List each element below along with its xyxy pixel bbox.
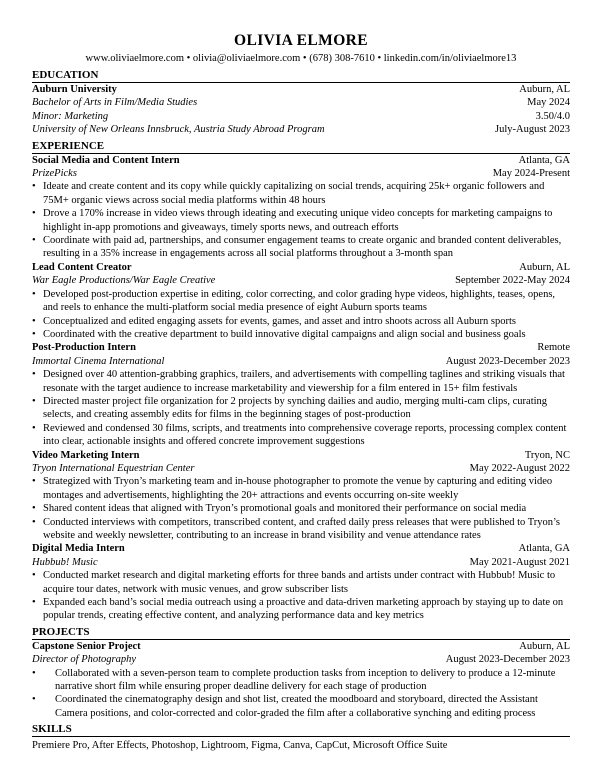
project-bullets [32, 667, 570, 721]
job-location: Auburn, AL [519, 261, 570, 273]
bullet-item: • Conducted market research and digital marketing efforts for three bands and artists under contract with Hubbub! Music to acquire tour dates, network with music venues, and grow subscriber lists [32, 569, 570, 596]
minor: Minor: Marketing [32, 110, 109, 122]
job-title-row [32, 261, 570, 274]
job-bullets [32, 569, 570, 623]
job-title: Digital Media Intern [32, 543, 125, 555]
education-abroad-row [32, 123, 570, 136]
candidate-name: OLIVIA ELMORE [234, 32, 368, 49]
project-location: Auburn, AL [519, 640, 570, 652]
bullet-item: • Developed post-production expertise in editing, color correcting, and color grading hype videos, highlights, teases, opens, and reels to enhance the multi-platform social media presence of eight Auburn sports teams [32, 288, 570, 315]
job-title: Lead Content Creator [32, 261, 132, 273]
job-dates: August 2023-December 2023 [445, 355, 570, 367]
bullet-item: • Shared content ideas that aligned with Tryon’s promotional goals and monitored their performance on social media [32, 502, 570, 515]
job-title-row [32, 341, 570, 354]
job-company: Immortal Cinema International [32, 355, 165, 367]
bullet-item: • Designed over 40 attention-grabbing graphics, trailers, and advertisements with compelling taglines and striking visuals that resonate with the target audience to increase marketability and viewership for a film entered in 15+ film festivals [32, 368, 570, 395]
bullet-item: • Collaborated with a seven-person team to complete production tasks from inception to delivery to produce a 12-minute narrative short film while ensuring proper deadline delivery for each stage of production [32, 667, 570, 694]
degree-date: May 2024 [527, 97, 570, 109]
education-degree-row [32, 96, 570, 109]
job-dates: May 2022-August 2022 [469, 462, 570, 474]
project-title: Capstone Senior Project [32, 640, 141, 652]
school-name: Auburn University [32, 84, 117, 95]
gpa: 3.50/4.0 [535, 110, 570, 122]
contact-line: www.oliviaelmore.com • olivia@oliviaelmore.com • (678) 308-7610 • linkedin.com/in/oliviaelmore13 [85, 53, 517, 64]
job-bullets [32, 288, 570, 342]
study-abroad-date: July-August 2023 [495, 124, 570, 136]
job-dates: May 2021-August 2021 [469, 556, 570, 568]
job-company-row [32, 274, 570, 287]
job-title: Video Marketing Intern [32, 449, 140, 461]
job-company: War Eagle Productions/War Eagle Creative [32, 275, 216, 287]
job-title-row [32, 154, 570, 167]
degree: Bachelor of Arts in Film/Media Studies [32, 97, 198, 109]
skills-heading: SKILLS [32, 720, 570, 737]
job-company: Hubbub! Music [32, 556, 98, 568]
bullet-item: • Expanded each band’s social media outreach using a proactive and data-driven marketing approach by staying up to date on popular trends, creating effective content, and analyzing performance data and key metrics [32, 596, 570, 623]
job-location: Tryon, NC [524, 449, 570, 461]
experience-heading: EXPERIENCE [32, 137, 570, 154]
education-heading: EDUCATION [32, 66, 570, 83]
bullet-item: • Drove a 170% increase in video views through ideating and executing unique video concepts for marketing campaigns to highlight in-app promotions and giveaways, timely sports news, and outreach efforts [32, 207, 570, 234]
project-role-row [32, 653, 570, 666]
job-title-row [32, 449, 570, 462]
education-minor-row [32, 110, 570, 123]
job-company: PrizePicks [32, 168, 77, 180]
project-role: Director of Photography [32, 654, 137, 666]
job-dates: September 2022-May 2024 [455, 275, 570, 287]
project-title-row [32, 640, 570, 653]
bullet-item: • Reviewed and condensed 30 films, scripts, and treatments into comprehensive coverage reports, processing complex content into clear, actionable insights and offered concrete improvement suggestions [32, 422, 570, 449]
resume-page [32, 32, 570, 753]
job-dates: May 2024-Present [492, 168, 570, 180]
job-location: Atlanta, GA [518, 154, 570, 166]
bullet-item: • Conducted interviews with competitors, transcribed content, and crafted daily press releases that were published to Tryon’s website and weekly newsletter, contributing to an increase in brand visibility and venue attendance rates [32, 516, 570, 543]
job-title-row [32, 542, 570, 555]
job-company-row [32, 556, 570, 569]
project-dates: August 2023-December 2023 [445, 654, 570, 666]
bullet-item: • Directed master project file organization for 2 projects by synching dailies and audio, merging multi-cam clips, curating selects, and creating assembly edits for films in the beginning stages of post-production [32, 395, 570, 422]
bullet-item: • Coordinated with the creative department to build innovative digital campaigns and align social and business goals [32, 328, 570, 341]
job-company-row [32, 167, 570, 180]
bullet-item: • Conceptualized and edited engaging assets for events, games, and asset and intro shoots across all Auburn sports [32, 315, 570, 328]
job-title: Social Media and Content Intern [32, 154, 180, 166]
job-bullets [32, 368, 570, 448]
job-location: Atlanta, GA [518, 543, 570, 555]
skills-list: Premiere Pro, After Effects, Photoshop, Lightroom, Figma, Canva, CapCut, Microsoft Office Suite [32, 740, 448, 752]
job-bullets [32, 475, 570, 542]
job-location: Remote [537, 342, 570, 354]
education-school-row [32, 83, 570, 96]
job-company-row [32, 355, 570, 368]
study-abroad: University of New Orleans Innsbruck, Austria Study Abroad Program [32, 124, 325, 136]
bullet-item: • Coordinated the cinematography design and shot list, created the moodboard and storyboard, directed the Assistant Camera positions, and color-corrected and color-graded the film after a collaborative synching and editing process [32, 693, 570, 720]
projects-heading: PROJECTS [32, 623, 570, 640]
bullet-item: • Coordinate with paid ad, partnerships, and consumer engagement teams to create organic and branded content deliverables, resulting in a 35% increase in engagements across all social platforms throughout a 3-month span [32, 234, 570, 261]
job-bullets [32, 180, 570, 260]
bullet-item: • Ideate and create content and its copy while quickly capitalizing on social trends, acquiring 25k+ organic followers and 75M+ organic views across social media platforms within 48 hours [32, 180, 570, 207]
job-company-row [32, 462, 570, 475]
school-location: Auburn, AL [519, 84, 570, 95]
job-title: Post-Production Intern [32, 342, 136, 354]
bullet-item: • Strategized with Tryon’s marketing team and in-house photographer to promote the venue by capturing and editing video montages and advertisements, highlighting the 20+ attractions and events occurring on-site weekly [32, 475, 570, 502]
job-company: Tryon International Equestrian Center [32, 462, 195, 474]
